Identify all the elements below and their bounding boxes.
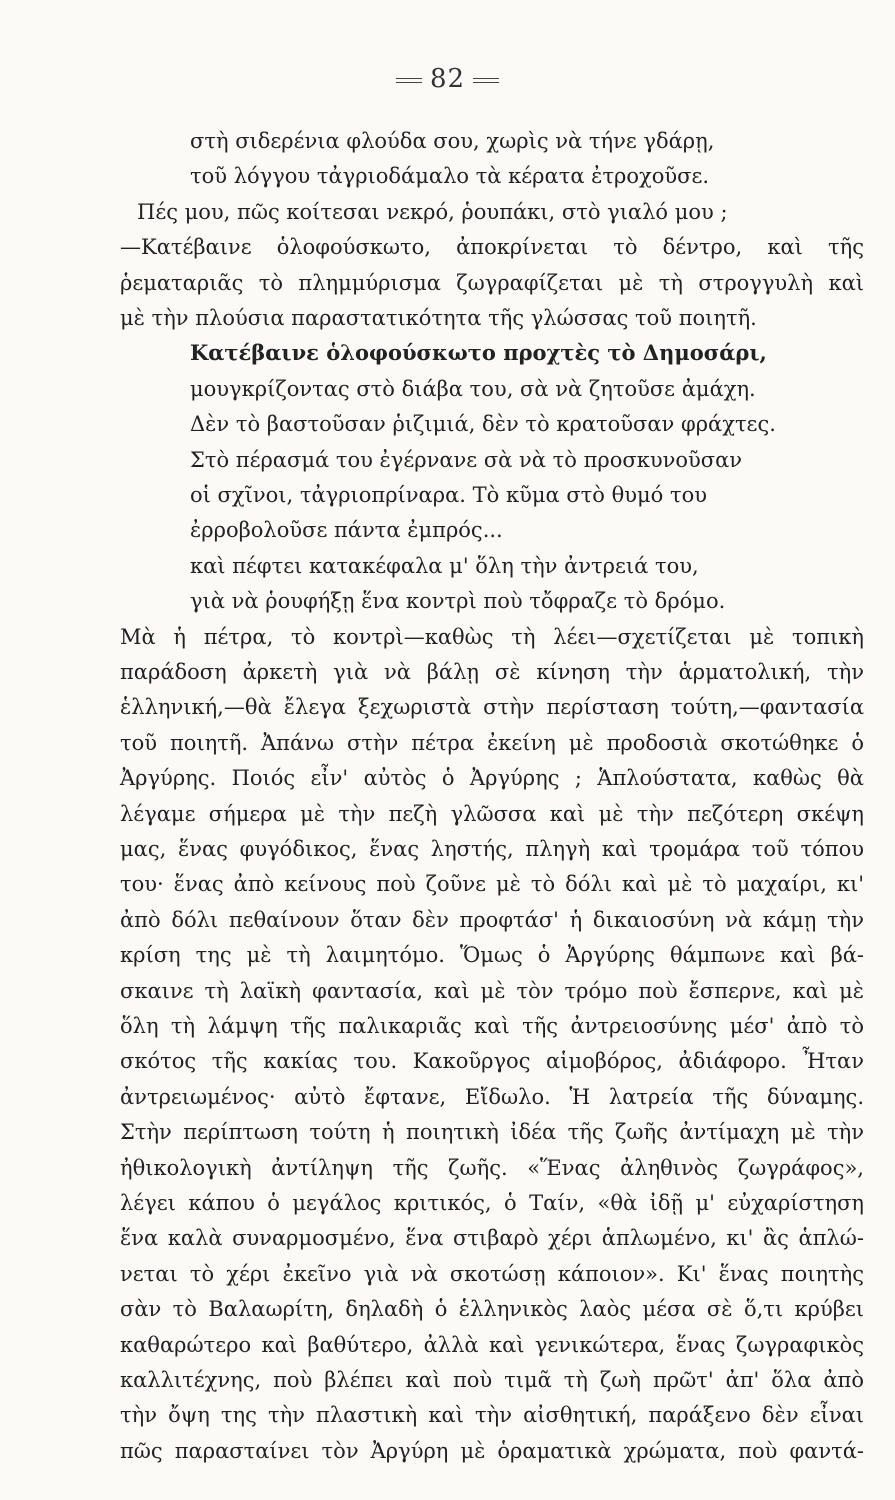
text-line: καὶ πέφτει κατακέφαλα μ' ὅλη τὴν ἀντρειά του, bbox=[190, 553, 699, 578]
text-line: ἕνα καλὰ συναρμοσμένο, ἕνα στιβαρὸ χέρι ἁπλωμένο, κι' ἂς ἁπλώ- bbox=[120, 1226, 864, 1251]
text-line: κρίση της μὲ τὴ λαιμητόμο. Ὅμως ὁ Ἀργύρης θάμπωνε καὶ βά- bbox=[120, 943, 864, 968]
text-line: σκότος τῆς κακίας του. Κακοῦργος αἱμοβόρος, ἀδιάφορο. Ἦταν bbox=[120, 1049, 864, 1074]
left-double-dash bbox=[396, 78, 422, 83]
text-line: Δὲν τὸ βαστοῦσαν ῥιζιμιά, δὲν τὸ κρατοῦσαν φράχτες. bbox=[190, 412, 776, 437]
text-line: ὅλη τὴ λάμψη τῆς παλικαριᾶς καὶ τῆς ἀντρειοσύνης μέσ' ἀπὸ τὸ bbox=[120, 1014, 864, 1038]
page-number-value: 82 bbox=[429, 64, 466, 94]
text-line: Πές μου, πῶς κοίτεσαι νεκρό, ῥουπάκι, στὸ γιαλό μου ; bbox=[137, 199, 728, 224]
text-line: Μὰ ἡ πέτρα, τὸ κοντρὶ—καθὼς τὴ λέει—σχετίζεται μὲ τοπικὴ bbox=[120, 624, 864, 649]
text-line: παράδοση ἀρκετὴ γιὰ νὰ βάλῃ σὲ κίνηση τὴν ἁρματολική, τὴν bbox=[120, 660, 864, 684]
text-line: σκαινε τὴ λαϊκὴ φαντασία, καὶ μὲ τὸν τρόμο ποὺ ἔσπερνε, καὶ μὲ bbox=[120, 978, 864, 1003]
text-line: σὰν τὸ Βαλαωρίτη, δηλαδὴ ὁ ἑλληνικὸς λαὸς μέσα σὲ ὅ,τι κρύβει bbox=[120, 1297, 864, 1322]
right-double-dash bbox=[473, 78, 499, 83]
text-line: λέγαμε σήμερα μὲ τὴν πεζὴ γλῶσσα καὶ μὲ τὴν πεζότερη σκέψη bbox=[120, 801, 864, 826]
text-line: μουγκρίζοντας στὸ διάβα του, σὰ νὰ ζητοῦσε ἀμάχη. bbox=[190, 376, 756, 401]
text-line: ἑλληνική,—θὰ ἔλεγα ξεχωριστὰ στὴν περίσταση τούτη,—φαντασία bbox=[120, 695, 864, 720]
text-line: του· ἕνας ἀπὸ κείνους ποὺ ζοῦνε μὲ τὸ δόλι καὶ μὲ τὸ μαχαίρι, κι' bbox=[120, 872, 864, 897]
text-line: τὴν ὄψη της τὴν πλαστικὴ καὶ τὴν αἰσθητική, παράξενο δὲν εἶναι bbox=[120, 1403, 864, 1428]
text-line: τοῦ ποιητῆ. Ἀπάνω στὴν πέτρα ἐκείνη μὲ προδοσιὰ σκοτώθηκε ὁ bbox=[120, 730, 864, 755]
text-line: στὴ σιδερένια φλούδα σου, χωρὶς νὰ τήνε γδάρῃ, bbox=[190, 129, 715, 153]
text-line: ἀντρειωμένος· αὐτὸ ἔφτανε, Εἴδωλο. Ἡ λατρεία τῆς δύναμης. bbox=[120, 1084, 864, 1109]
text-line: —Κατέβαινε ὁλοφούσκωτο, ἀποκρίνεται τὸ δέντρο, καὶ τῆς bbox=[120, 235, 864, 260]
text-line: ἠθικολογικὴ ἀντίληψη τῆς ζωῆς. «Ἕνας ἀληθινὸς ζωγράφος», bbox=[120, 1155, 864, 1180]
text-line: λέγει κάπου ὁ μεγάλος κριτικός, ὁ Ταίν, «θὰ ἰδῇ μ' εὐχαρίστηση bbox=[120, 1191, 864, 1215]
text-line: πῶς παρασταίνει τὸν Ἀργύρη μὲ ὁραματικὰ χρώματα, ποὺ φαντά- bbox=[120, 1438, 864, 1463]
text-line: Στὸ πέρασμά του ἐγέρνανε σὰ νὰ τὸ προσκυνοῦσαν bbox=[190, 447, 743, 472]
text-line: Κατέβαινε ὁλοφούσκωτο προχτὲς τὸ Δημοσάρι, bbox=[190, 340, 767, 366]
text-line: ἀπὸ δόλι πεθαίνουν ὅταν δὲν προφτάσ' ἡ δικαιοσύνη νὰ κάμῃ τὴν bbox=[120, 907, 864, 932]
text-line: ῥεματαριᾶς τὸ πλημμύρισμα ζωγραφίζεται μὲ τὴ στρογγυλὴ καὶ bbox=[120, 270, 864, 295]
text-line: τοῦ λόγγου τἀγριοδάμαλο τὰ κέρατα ἐτροχοῦσε. bbox=[190, 164, 710, 189]
text-line: μας, ἕνας φυγόδικος, ἕνας ληστής, πληγὴ καὶ τρομάρα τοῦ τόπου bbox=[120, 837, 864, 861]
text-line: μὲ τὴν πλούσια παραστατικότητα τῆς γλώσσας τοῦ ποιητῆ. bbox=[120, 306, 757, 330]
text-line: οἱ σχῖνοι, τἀγριοπρίναρα. Τὸ κῦμα στὸ θυμό του bbox=[190, 483, 708, 507]
text-line: καλλιτέχνης, ποὺ βλέπει καὶ ποὺ τιμᾶ τὴ ζωὴ πρῶτ' ἀπ' ὅλα ἀπὸ bbox=[120, 1368, 864, 1392]
text-line: ἐρροβολοῦσε πάντα ἐμπρός... bbox=[190, 518, 503, 543]
text-line: καθαρώτερο καὶ βαθύτερο, ἀλλὰ καὶ γενικώτερα, ἕνας ζωγραφικὸς bbox=[120, 1332, 864, 1357]
page-number bbox=[0, 64, 895, 94]
text-line: Ἀργύρης. Ποιός εἶν' αὐτὸς ὁ Ἀργύρης ; Ἁπλούστατα, καθὼς θὰ bbox=[120, 766, 864, 791]
text-line: Στὴν περίπτωση τούτη ἡ ποιητικὴ ἰδέα τῆς ζωῆς ἀντίμαχη μὲ τὴν bbox=[120, 1120, 864, 1145]
text-line: νεται τὸ χέρι ἐκεῖνο γιὰ νὰ σκοτώσῃ κάποιον». Κι' ἕνας ποιητὴς bbox=[120, 1261, 864, 1286]
text-line: γιὰ νὰ ῥουφήξῃ ἕνα κοντρὶ ποὺ τὄφραζε τὸ δρόμο. bbox=[190, 589, 726, 614]
